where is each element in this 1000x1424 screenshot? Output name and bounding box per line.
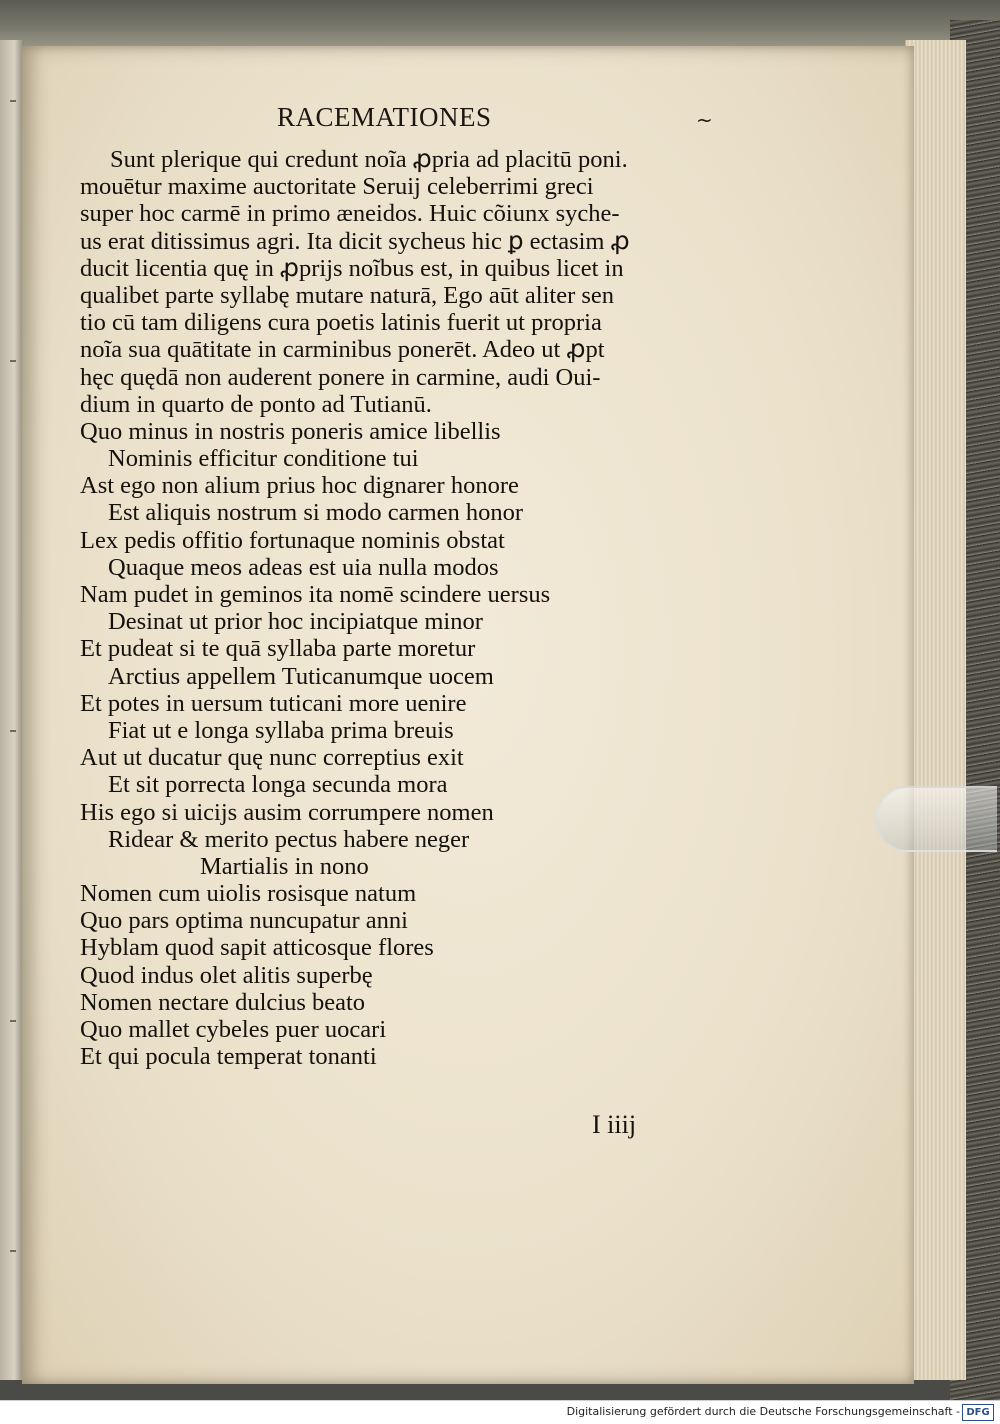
running-title: RACEMATIONES [277, 102, 492, 132]
verse-line: Quo minus in nostris poneris amice libellis [80, 417, 501, 445]
text-line: Sunt plerique qui credunt noĩa ꝓpria ad placitū poni. [110, 146, 628, 173]
verse-line: Quo pars optima nuncupatur anni [80, 907, 408, 935]
verse-line: Ridear & merito pectus habere neger [108, 825, 470, 853]
verse-line: Quo mallet cybeles puer uocari [80, 1016, 387, 1043]
verse-line: Hyblam quod sapit atticosque flores [80, 934, 434, 962]
verse-line: Quaque meos adeas est uia nulla modos [108, 553, 499, 581]
verse-line: Et qui pocula temperat tonanti [80, 1043, 377, 1071]
text-line: noĩa sua quātitate in carminibus ponerēt. Adeo ut ꝓpt [80, 336, 605, 364]
verse-line: Fiat ut e longa syllaba prima breuis [108, 716, 454, 744]
verse-line: Nomen nectare dulcius beato [80, 988, 366, 1016]
page-block-edge [905, 40, 966, 1380]
verse-line: Desinat ut prior hoc incipiatque minor [108, 608, 483, 636]
stitch-mark [10, 730, 16, 732]
section-heading: Martialis in nono [200, 852, 369, 880]
title-ornament: ~ [696, 108, 713, 132]
verse-line: Ast ego non alium prius hoc dignarer honore [80, 472, 519, 500]
text-line: us erat ditissimus agri. Ita dicit sycheus hic ꝑ ectasim ꝓ [80, 227, 630, 255]
text-line: tio cū tam diligens cura poetis latinis fuerit ut propria [80, 309, 602, 337]
text-line: ducit licentia quę in ꝓprijs noĩbus est, in quibus licet in [80, 254, 624, 282]
verse-line: Nominis efficitur conditione tui [108, 445, 419, 473]
stitch-mark [10, 1020, 16, 1022]
verse-line: His ego si uicijs ausim corrumpere nomen [80, 798, 494, 826]
signature-mark: I iiij [592, 1110, 637, 1139]
verse-line: Et potes in uersum tuticani more uenire [80, 689, 467, 717]
stitch-mark [10, 360, 16, 362]
book-page [22, 46, 914, 1384]
funding-credit: Digitalisierung gefördert durch die Deutsche Forschungsgemeinschaft - [566, 1405, 960, 1418]
text-line: qualibet parte syllabę mutare naturā, Ego aūt aliter sen [80, 281, 615, 309]
verse-line: Lex pedis offitio fortunaque nominis obstat [80, 526, 505, 554]
verse-line: Quod indus olet alitis superbę [80, 961, 373, 989]
footer-bar [0, 1400, 1000, 1424]
text-line: dium in quarto de ponto ad Tutianū. [80, 390, 432, 418]
stitch-mark [10, 100, 16, 102]
verse-line: Et pudeat si te quā syllaba parte moretur [80, 635, 476, 663]
verse-line: Nomen cum uiolis rosisque natum [80, 880, 417, 908]
verse-line: Est aliquis nostrum si modo carmen honor [108, 499, 524, 527]
page-clip [875, 786, 997, 852]
stitch-mark [10, 1250, 16, 1252]
dfg-logo: DFG [962, 1404, 994, 1421]
facing-page-edge [0, 40, 24, 1380]
binding-top-edge [0, 0, 1000, 48]
text-line: hęc quędā non auderent ponere in carmine, audi Oui- [80, 363, 601, 391]
text-line: super hoc carmē in primo æneidos. Huic cõiunx syche- [80, 200, 620, 228]
verse-line: Arctius appellem Tuticanumque uocem [108, 662, 494, 690]
text-line: mouētur maxime auctoritate Seruij celeberrimi greci [80, 173, 594, 201]
verse-line: Aut ut ducatur quę nunc correptius exit [80, 744, 464, 772]
verse-line: Et sit porrecta longa secunda mora [108, 771, 448, 799]
page-text [80, 146, 780, 1070]
verse-line: Nam pudet in geminos ita nomē scindere uersus [80, 581, 551, 608]
